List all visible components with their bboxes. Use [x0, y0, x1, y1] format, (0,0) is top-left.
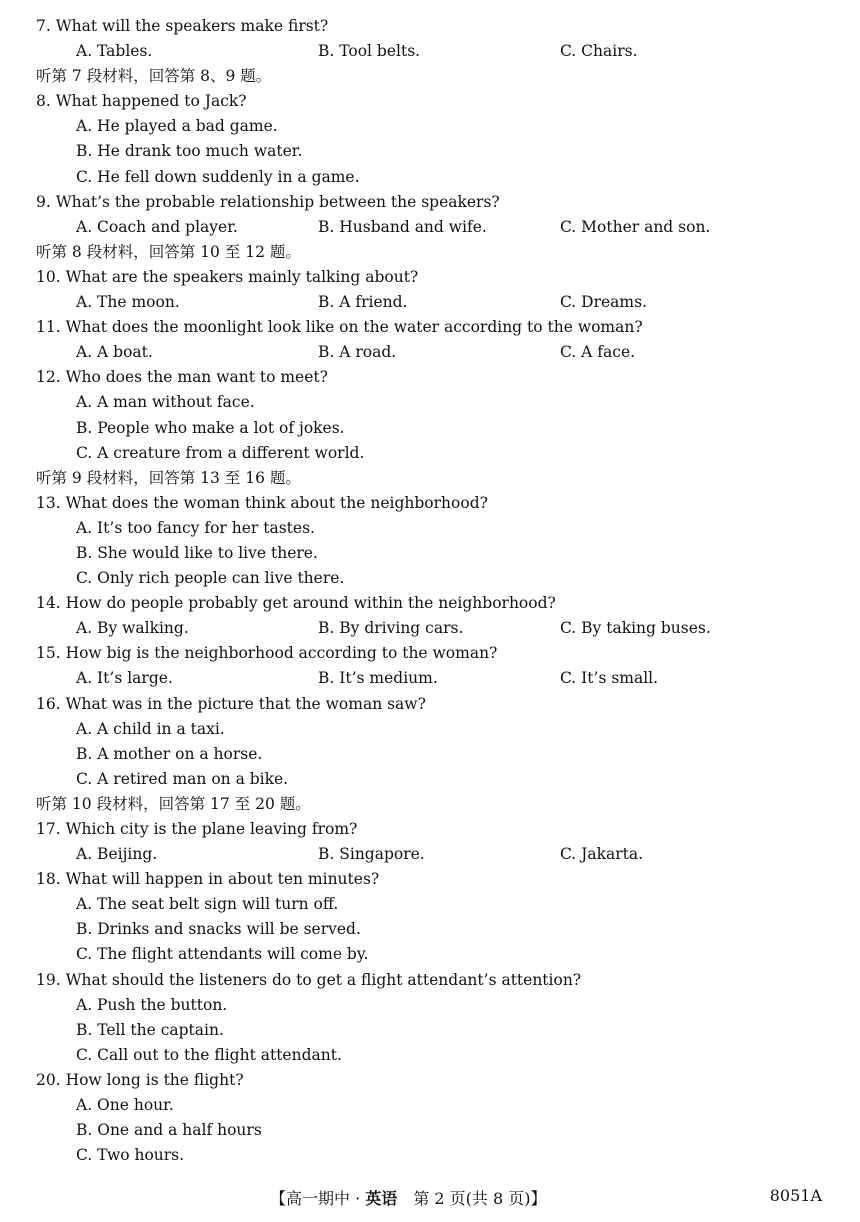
question-text: 13. What does the woman think about the neighborhood?: [36, 493, 488, 512]
answer-option: C. By taking buses.: [560, 619, 711, 638]
answer-option: B. A mother on a horse.: [76, 744, 263, 763]
option-row: [36, 215, 826, 240]
option-row: [36, 290, 826, 315]
answer-option: A. It’s too fancy for her tastes.: [76, 518, 315, 537]
answer-option: A. The moon.: [76, 293, 180, 312]
answer-option: A. It’s large.: [76, 669, 173, 688]
answer-option: A. A boat.: [76, 343, 153, 362]
answer-option: B. It’s medium.: [318, 669, 438, 688]
question-text: 19. What should the listeners do to get a flight attendant’s attention?: [36, 970, 582, 989]
answer-option: C. Chairs.: [560, 42, 638, 61]
question-text: 20. How long is the flight?: [36, 1070, 244, 1089]
answer-option: A. A man without face.: [76, 393, 255, 412]
option-row: [36, 39, 826, 64]
exam-page-content: [36, 14, 826, 1168]
section-instruction: 听第 9 段材料，回答第 13 至 16 题。: [36, 468, 301, 487]
answer-option: C. A creature from a different world.: [76, 443, 365, 462]
footer-subject: 英语: [365, 1189, 398, 1208]
answer-option: B. Tell the captain.: [76, 1020, 224, 1039]
answer-option: A. The seat belt sign will turn off.: [76, 895, 339, 914]
answer-option: C. The flight attendants will come by.: [76, 945, 369, 964]
question-text: 12. Who does the man want to meet?: [36, 368, 328, 387]
answer-option: C. Two hours.: [76, 1146, 185, 1165]
answer-option: B. He drank too much water.: [76, 142, 303, 161]
answer-option: A. Beijing.: [76, 845, 158, 864]
answer-option: B. Singapore.: [318, 845, 425, 864]
answer-option: B. A road.: [318, 343, 397, 362]
answer-option: A. One hour.: [76, 1096, 174, 1115]
option-row: [36, 666, 826, 691]
answer-option: B. A friend.: [318, 293, 408, 312]
question-text: 10. What are the speakers mainly talking about?: [36, 267, 419, 286]
answer-option: B. She would like to live there.: [76, 543, 318, 562]
footer-page-number: 第 2 页(共 8 页): [397, 1189, 531, 1208]
answer-option: C. Jakarta.: [560, 845, 644, 864]
answer-option: A. A child in a taxi.: [76, 719, 225, 738]
answer-option: C. Dreams.: [560, 293, 647, 312]
question-text: 17. Which city is the plane leaving from?: [36, 820, 358, 838]
answer-option: A. By walking.: [76, 619, 189, 638]
page-footer: [0, 1186, 860, 1212]
section-instruction: 听第 7 段材料，回答第 8、9 题。: [36, 67, 272, 86]
option-row: [36, 616, 826, 641]
footer-paper-code: 8051A: [769, 1186, 822, 1205]
question-text: 15. How big is the neighborhood according to the woman?: [36, 644, 498, 663]
question-text: 11. What does the moonlight look like on the water according to the woman?: [36, 318, 643, 337]
section-instruction: 听第 10 段材料，回答第 17 至 20 题。: [36, 794, 311, 813]
answer-option: C. Only rich people can live there.: [76, 569, 345, 588]
question-text: 8. What happened to Jack?: [36, 92, 247, 111]
question-text: 14. How do people probably get around within the neighborhood?: [36, 594, 556, 613]
option-row: [36, 842, 826, 867]
question-text: 9. What’s the probable relationship between the speakers?: [36, 192, 500, 211]
answer-option: C. A retired man on a bike.: [76, 769, 289, 788]
answer-option: C. A face.: [560, 343, 636, 362]
answer-option: A. Tables.: [76, 42, 153, 61]
answer-option: A. Push the button.: [76, 995, 228, 1014]
answer-option: B. People who make a lot of jokes.: [76, 418, 345, 437]
section-instruction: 听第 8 段材料，回答第 10 至 12 题。: [36, 242, 301, 261]
answer-option: B. By driving cars.: [318, 619, 464, 638]
answer-option: B. Tool belts.: [318, 42, 421, 61]
option-row: [36, 340, 826, 365]
answer-option: B. Drinks and snacks will be served.: [76, 920, 361, 939]
answer-option: B. One and a half hours: [76, 1121, 262, 1140]
answer-option: C. It’s small.: [560, 669, 659, 688]
answer-option: C. Call out to the flight attendant.: [76, 1045, 342, 1064]
answer-option: C. Mother and son.: [560, 217, 711, 236]
footer-title: 【高一期中 · 英语 第 2 页(共 8 页)】: [270, 1189, 547, 1208]
question-text: 16. What was in the picture that the woman saw?: [36, 694, 426, 713]
answer-option: B. Husband and wife.: [318, 217, 487, 236]
answer-option: A. Coach and player.: [76, 217, 238, 236]
answer-option: A. He played a bad game.: [76, 117, 278, 136]
question-text: 18. What will happen in about ten minutes?: [36, 870, 380, 889]
question-text: 7. What will the speakers make first?: [36, 17, 329, 35]
answer-option: C. He fell down suddenly in a game.: [76, 167, 360, 186]
footer-exam-name: 高一期中: [286, 1189, 351, 1208]
